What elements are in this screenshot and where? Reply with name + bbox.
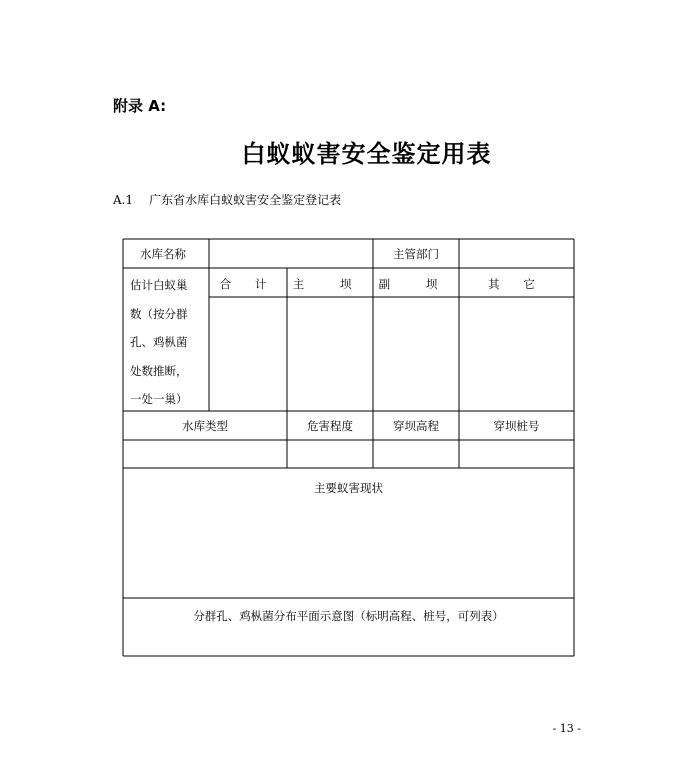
estimate-label-line: 一处一巢） xyxy=(130,392,188,406)
header-total: 合 计 xyxy=(219,277,277,291)
distribution-map-label: 分群孔、鸡枞菌分布平面示意图（标明高程、桩号，可列表） xyxy=(193,609,504,623)
page-title: 白蚁蚁害安全鉴定用表 xyxy=(241,139,492,168)
table-number: A.1 xyxy=(113,193,134,207)
table-caption xyxy=(113,191,341,208)
appendix-label: 附录 A: xyxy=(113,97,167,115)
reservoir-name-label: 水库名称 xyxy=(140,247,186,261)
estimate-label-line: 估计白蚁巢 xyxy=(130,278,188,292)
header-auxiliary-dam: 副 坝 xyxy=(378,277,454,291)
header-reservoir-type: 水库类型 xyxy=(182,419,228,433)
damage-status-label: 主要蚁害现状 xyxy=(314,481,383,495)
header-penetration-station: 穿坝桩号 xyxy=(493,419,540,433)
header-damage-degree: 危害程度 xyxy=(307,419,353,433)
manager-label: 主管部门 xyxy=(393,247,439,261)
header-other: 其 它 xyxy=(488,277,545,291)
header-penetration-elevation: 穿坝高程 xyxy=(393,419,439,433)
estimate-label-line: 数（按分群 xyxy=(130,307,188,321)
estimate-label-line: 孔、鸡枞菌 xyxy=(130,335,188,349)
page-number: - 13 - xyxy=(552,722,581,735)
table-caption-text: 广东省水库白蚁蚁害安全鉴定登记表 xyxy=(149,193,342,207)
estimate-label-line: 处数推断， xyxy=(130,364,188,378)
header-main-dam: 主 坝 xyxy=(292,277,368,291)
